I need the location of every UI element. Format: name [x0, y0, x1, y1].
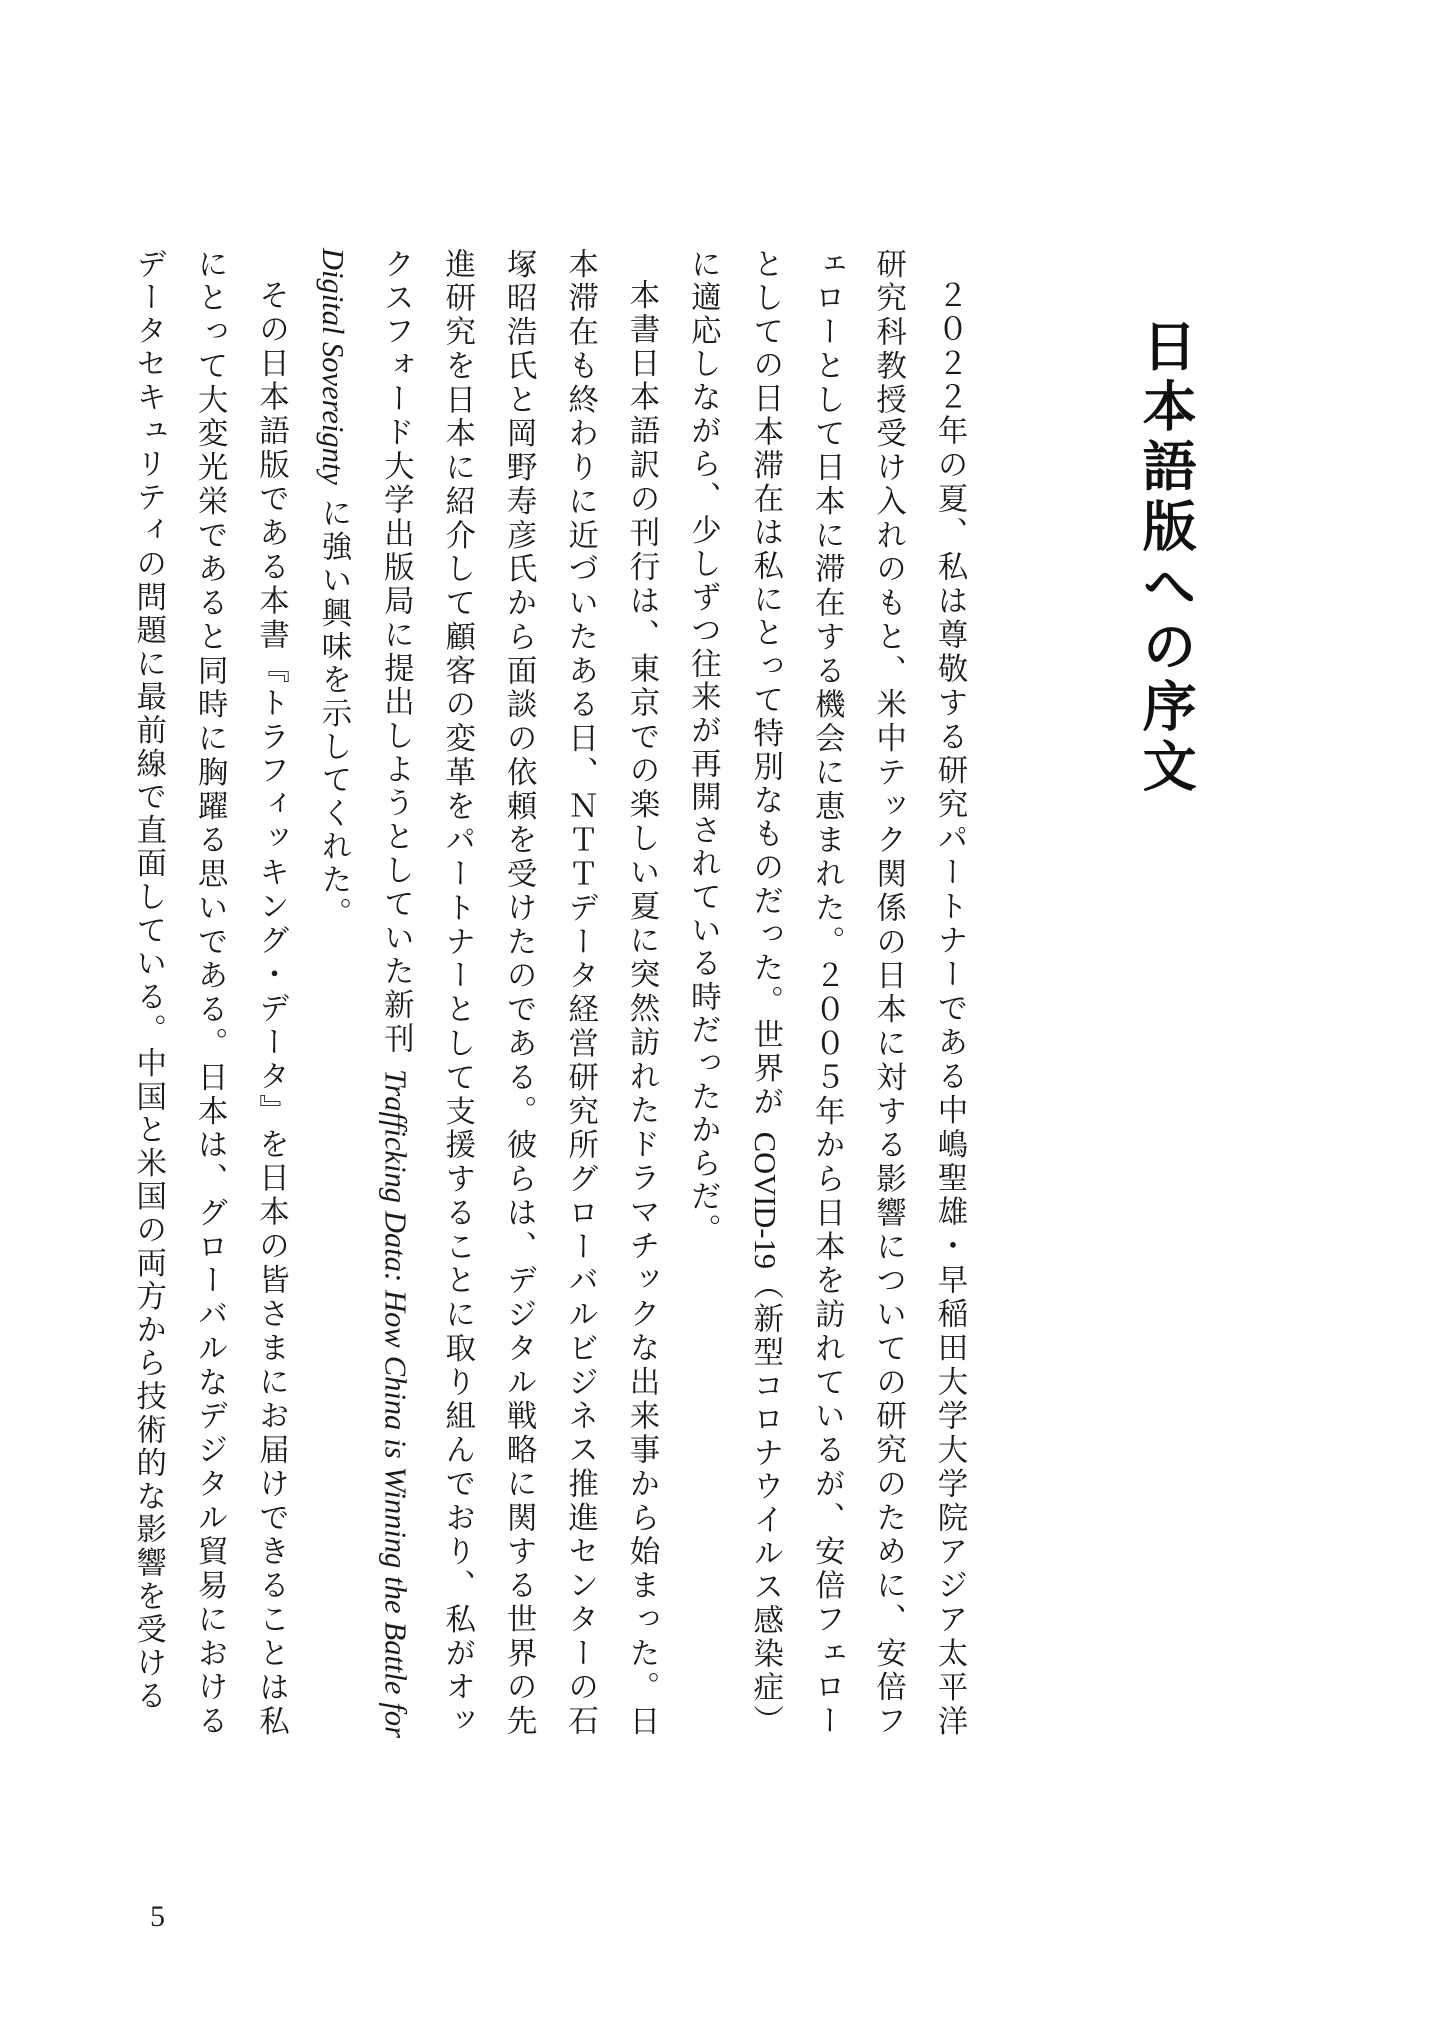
paragraph-3-text: その日本語版である本書『トラフィッキング・データ』を日本の皆さまにお届けできることは私にとって大変光栄であると同時に胸躍る思いである。日本は、グローバルなデジタル貿易における データセキュリティの問題に最前線で直面している。中国と米国の両方から技術的な影響を受ける [130, 248, 289, 1738]
page-number: 5 [150, 1900, 165, 1933]
paragraph-2-text-b: に強い興味を示してくれた。 [315, 484, 351, 931]
covid-term: COVID-19 [747, 1131, 782, 1269]
page-title: 日本語版への序文 [1134, 318, 1199, 798]
paragraph-2-text-a: 本書日本語訳の刊行は、東京での楽しい夏に突然訪れたドラマチックな出来事から始まった。日本滞在も終わりに近づいたある日、ＮＴＴデータ経営研究所グローバルビジネス推進センターの石塚昭浩氏と岡野寿彦氏から面談の依頼を受けたのである。彼らは、デジタル戦略に関する世界の先進研究を日本に紹介して顧客の変革をパートナーとして支援することに取り組んでおり、私がオックスフォード大学出版局に提出しようとしていた新刊 [378, 248, 659, 1738]
paragraph-1 [672, 248, 980, 1738]
paragraph-3 [117, 248, 301, 1738]
book-title-italic: Trafficking Data: How China is Winning the Battle for Digital Sovereignty [315, 248, 413, 1738]
paragraph-1-text-a: ２０２２年の夏、私は尊敬する研究パートナーである中嶋聖雄・早稲田大学大学院アジア太平洋研究科教授受け入れのもと、米中テック関係の日本に対する影響についての研究のために、安倍フェローとして日本に滞在する機会に恵まれた。２００５年から日本を訪れているが、安倍フェローとしての日本滞在は私にとって特別なものだった。世界が [747, 248, 967, 1738]
paragraph-1-text-b: （新型コロナウイルス感染症）に適応しながら、少しずつ往来が再開されている時だったからだ。 [685, 248, 783, 1739]
paragraph-2 [302, 248, 672, 1738]
body-text [130, 248, 980, 1739]
